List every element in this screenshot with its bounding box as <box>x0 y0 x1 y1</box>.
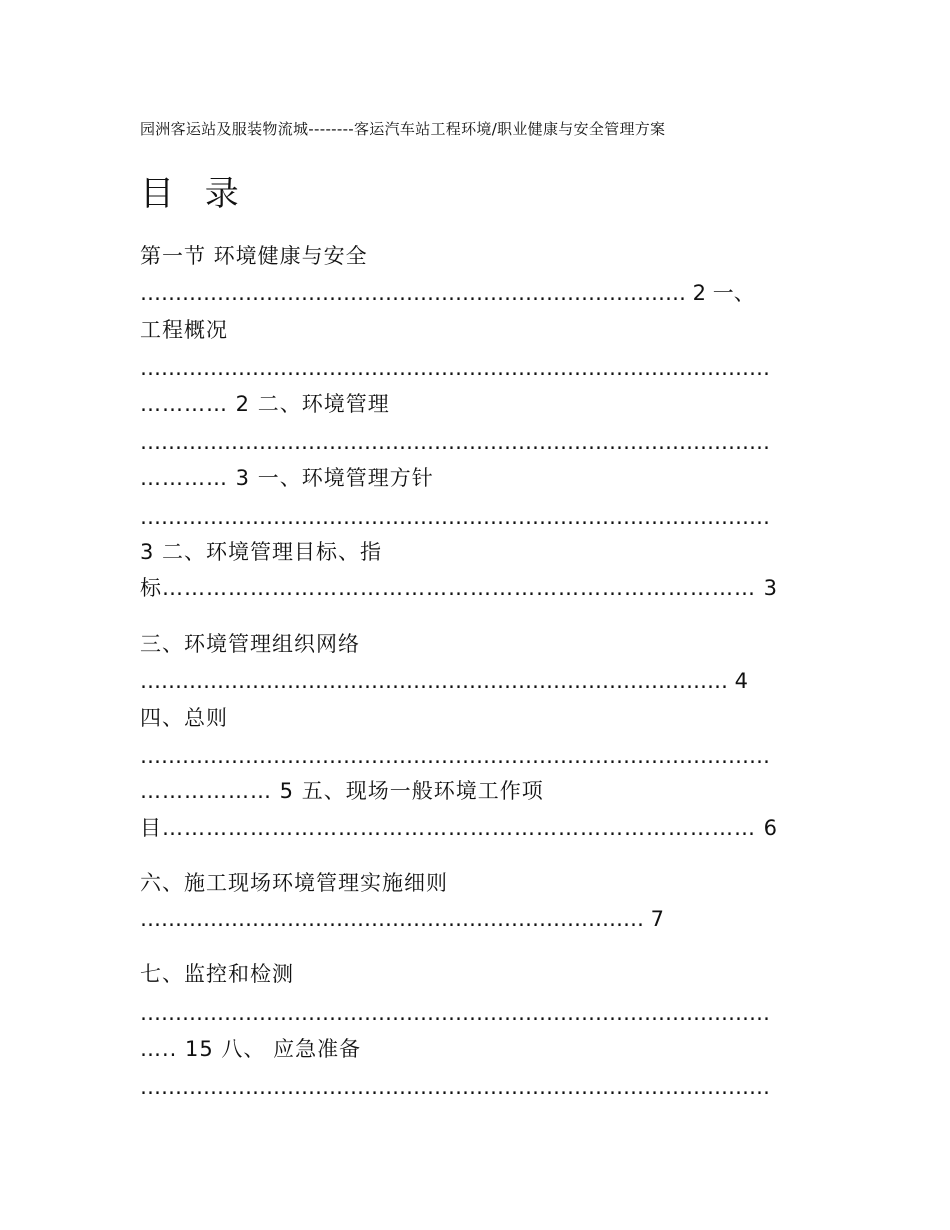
toc-line: 四、总则 <box>140 706 228 730</box>
toc-line: ……………………………………………………………………………… <box>140 1001 770 1025</box>
toc-line: 三、环境管理组织网络 <box>140 632 360 656</box>
toc-line: ….. 15 八、 应急准备 <box>140 1037 362 1061</box>
toc-line: 3 二、环境管理目标、指 <box>140 540 383 564</box>
toc-line: 工程概况 <box>140 318 228 342</box>
toc-line: ……………… 5 五、现场一般环境工作项 <box>140 779 544 803</box>
toc-line: ……………………………………………………………… 7 <box>140 907 665 931</box>
toc-line: 第一节 环境健康与安全 <box>140 244 368 268</box>
toc-line: ………… 2 二、环境管理 <box>140 392 390 416</box>
toc-line: ……………………………………………………………………………… <box>140 505 770 529</box>
toc-line: ………… 3 一、环境管理方针 <box>140 466 434 490</box>
toc-line: 七、监控和检测 <box>140 962 294 986</box>
toc-line: ………………………………………………………………………… 4 <box>140 669 749 693</box>
toc-line: …………………………………………………………………… 2 一、 <box>140 281 755 305</box>
toc-line: 目……………………………………………………………………… 6 <box>140 816 779 840</box>
toc-line: ……………………………………………………………………………… <box>140 744 770 768</box>
toc-line: ……………………………………………………………………………… <box>140 1075 770 1099</box>
toc-line: 标……………………………………………………………………… 3 <box>140 576 779 600</box>
toc-line: ……………………………………………………………………………… <box>140 430 770 454</box>
page-header: 园洲客运站及服装物流城--------客运汽车站工程环境/职业健康与安全管理方案 <box>140 120 666 138</box>
page-title: 目 录 <box>140 174 249 214</box>
toc-line: ……………………………………………………………………………… <box>140 356 770 380</box>
toc-line: 六、施工现场环境管理实施细则 <box>140 871 448 895</box>
